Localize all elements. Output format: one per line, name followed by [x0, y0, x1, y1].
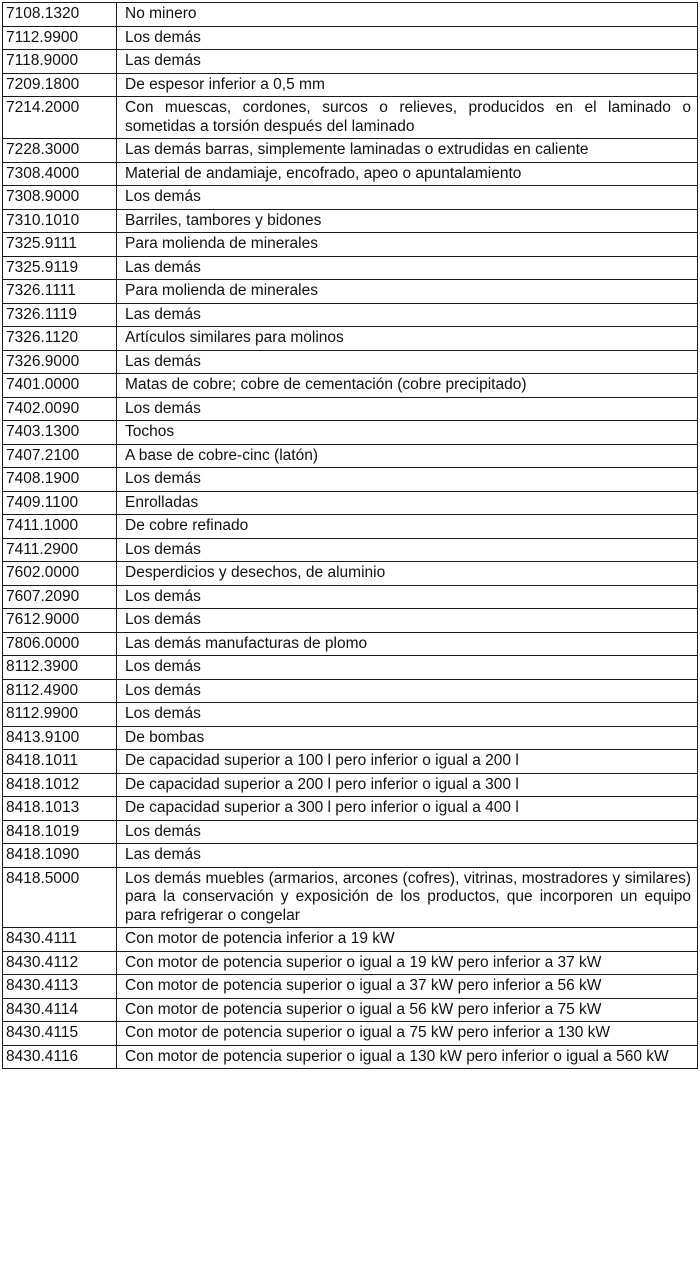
- tariff-code-cell: 8112.3900: [3, 656, 117, 680]
- table-row: [3, 374, 698, 398]
- tariff-code-cell: 8418.5000: [3, 867, 117, 928]
- table-row: [3, 585, 698, 609]
- tariff-code-cell: 8418.1090: [3, 844, 117, 868]
- table-row: [3, 679, 698, 703]
- description-cell: Los demás: [117, 585, 698, 609]
- tariff-code-cell: 7408.1900: [3, 468, 117, 492]
- tariff-code-cell: 7411.1000: [3, 515, 117, 539]
- table-row: [3, 750, 698, 774]
- tariff-code-cell: 8112.4900: [3, 679, 117, 703]
- table-row: [3, 350, 698, 374]
- table-row: [3, 280, 698, 304]
- tariff-code-cell: 7308.4000: [3, 162, 117, 186]
- description-cell: Los demás: [117, 703, 698, 727]
- description-cell: Desperdicios y desechos, de aluminio: [117, 562, 698, 586]
- tariff-code-cell: 7607.2090: [3, 585, 117, 609]
- description-cell: Con motor de potencia superior o igual a 37 kW pero inferior a 56 kW: [117, 975, 698, 999]
- description-cell: Con motor de potencia inferior a 19 kW: [117, 928, 698, 952]
- table-row: [3, 703, 698, 727]
- description-cell: Con motor de potencia superior o igual a 130 kW pero inferior o igual a 560 kW: [117, 1045, 698, 1069]
- description-cell: Enrolladas: [117, 491, 698, 515]
- description-cell: Los demás: [117, 609, 698, 633]
- table-row: [3, 515, 698, 539]
- tariff-code-cell: 7326.1119: [3, 303, 117, 327]
- table-row: [3, 468, 698, 492]
- tariff-code-cell: 8413.9100: [3, 726, 117, 750]
- description-cell: Con motor de potencia superior o igual a 19 kW pero inferior a 37 kW: [117, 951, 698, 975]
- table-row: [3, 1045, 698, 1069]
- description-cell: Los demás: [117, 186, 698, 210]
- table-row: [3, 998, 698, 1022]
- description-cell: Las demás manufacturas de plomo: [117, 632, 698, 656]
- tariff-code-cell: 7209.1800: [3, 73, 117, 97]
- table-row: [3, 421, 698, 445]
- table-row: [3, 797, 698, 821]
- tariff-code-cell: 8430.4115: [3, 1022, 117, 1046]
- table-row: [3, 397, 698, 421]
- description-cell: Los demás muebles (armarios, arcones (cofres), vitrinas, mostradores y similares) para la conservación y exposición de los productos, que incorporen un equipo para refrigerar o congelar: [117, 867, 698, 928]
- description-cell: Los demás: [117, 538, 698, 562]
- tariff-code-cell: 7214.2000: [3, 97, 117, 139]
- tariff-code-cell: 7403.1300: [3, 421, 117, 445]
- description-cell: Las demás barras, simplemente laminadas o extrudidas en caliente: [117, 139, 698, 163]
- description-cell: De espesor inferior a 0,5 mm: [117, 73, 698, 97]
- tariff-code-cell: 8430.4114: [3, 998, 117, 1022]
- tariff-code-cell: 7326.1120: [3, 327, 117, 351]
- tariff-code-cell: 8430.4116: [3, 1045, 117, 1069]
- tariff-code-cell: 7402.0090: [3, 397, 117, 421]
- tariff-code-cell: 8430.4112: [3, 951, 117, 975]
- description-cell: Las demás: [117, 350, 698, 374]
- description-cell: Los demás: [117, 397, 698, 421]
- description-cell: De bombas: [117, 726, 698, 750]
- tariff-code-cell: 8418.1019: [3, 820, 117, 844]
- tariff-code-cell: 7108.1320: [3, 3, 117, 27]
- tariff-table: [2, 2, 698, 1069]
- table-row: [3, 844, 698, 868]
- tariff-code-cell: 7310.1010: [3, 209, 117, 233]
- tariff-code-cell: 7325.9119: [3, 256, 117, 280]
- description-cell: Para molienda de minerales: [117, 233, 698, 257]
- table-row: [3, 73, 698, 97]
- table-row: [3, 97, 698, 139]
- tariff-code-cell: 7308.9000: [3, 186, 117, 210]
- table-row: [3, 951, 698, 975]
- description-cell: Con motor de potencia superior o igual a 75 kW pero inferior a 130 kW: [117, 1022, 698, 1046]
- table-row: [3, 656, 698, 680]
- tariff-code-cell: 7411.2900: [3, 538, 117, 562]
- description-cell: De capacidad superior a 300 l pero inferior o igual a 400 l: [117, 797, 698, 821]
- table-row: [3, 139, 698, 163]
- tariff-code-cell: 7409.1100: [3, 491, 117, 515]
- table-row: [3, 26, 698, 50]
- description-cell: Los demás: [117, 820, 698, 844]
- description-cell: Con motor de potencia superior o igual a 56 kW pero inferior a 75 kW: [117, 998, 698, 1022]
- tariff-table-body: [3, 3, 698, 1069]
- description-cell: Para molienda de minerales: [117, 280, 698, 304]
- description-cell: Las demás: [117, 844, 698, 868]
- table-row: [3, 3, 698, 27]
- description-cell: Con muescas, cordones, surcos o relieves, producidos en el laminado o sometidas a torsión después del laminado: [117, 97, 698, 139]
- description-cell: Los demás: [117, 679, 698, 703]
- tariff-code-cell: 7325.9111: [3, 233, 117, 257]
- description-cell: De cobre refinado: [117, 515, 698, 539]
- description-cell: Las demás: [117, 256, 698, 280]
- description-cell: De capacidad superior a 100 l pero inferior o igual a 200 l: [117, 750, 698, 774]
- table-row: [3, 209, 698, 233]
- description-cell: A base de cobre-cinc (latón): [117, 444, 698, 468]
- tariff-code-cell: 8418.1013: [3, 797, 117, 821]
- table-row: [3, 162, 698, 186]
- tariff-code-cell: 8418.1012: [3, 773, 117, 797]
- description-cell: Los demás: [117, 26, 698, 50]
- table-row: [3, 538, 698, 562]
- description-cell: Las demás: [117, 303, 698, 327]
- tariff-code-cell: 7602.0000: [3, 562, 117, 586]
- table-row: [3, 491, 698, 515]
- description-cell: Matas de cobre; cobre de cementación (cobre precipitado): [117, 374, 698, 398]
- table-row: [3, 975, 698, 999]
- tariff-code-cell: 7401.0000: [3, 374, 117, 398]
- table-row: [3, 928, 698, 952]
- tariff-code-cell: 7118.9000: [3, 50, 117, 74]
- description-cell: No minero: [117, 3, 698, 27]
- description-cell: Los demás: [117, 656, 698, 680]
- description-cell: Artículos similares para molinos: [117, 327, 698, 351]
- tariff-code-cell: 8430.4113: [3, 975, 117, 999]
- tariff-code-cell: 8418.1011: [3, 750, 117, 774]
- tariff-code-cell: 7407.2100: [3, 444, 117, 468]
- table-row: [3, 303, 698, 327]
- description-cell: Las demás: [117, 50, 698, 74]
- table-row: [3, 773, 698, 797]
- tariff-code-cell: 7228.3000: [3, 139, 117, 163]
- table-row: [3, 256, 698, 280]
- tariff-code-cell: 7326.1111: [3, 280, 117, 304]
- table-row: [3, 726, 698, 750]
- table-row: [3, 327, 698, 351]
- tariff-code-cell: 7326.9000: [3, 350, 117, 374]
- table-row: [3, 609, 698, 633]
- table-row: [3, 867, 698, 928]
- table-row: [3, 1022, 698, 1046]
- table-row: [3, 186, 698, 210]
- tariff-code-cell: 8112.9900: [3, 703, 117, 727]
- tariff-code-cell: 7806.0000: [3, 632, 117, 656]
- table-row: [3, 233, 698, 257]
- tariff-code-cell: 7112.9900: [3, 26, 117, 50]
- table-row: [3, 50, 698, 74]
- tariff-code-cell: 7612.9000: [3, 609, 117, 633]
- description-cell: Material de andamiaje, encofrado, apeo o apuntalamiento: [117, 162, 698, 186]
- table-row: [3, 632, 698, 656]
- table-row: [3, 444, 698, 468]
- description-cell: Tochos: [117, 421, 698, 445]
- description-cell: Barriles, tambores y bidones: [117, 209, 698, 233]
- tariff-document: [2, 2, 698, 1069]
- tariff-code-cell: 8430.4111: [3, 928, 117, 952]
- description-cell: Los demás: [117, 468, 698, 492]
- table-row: [3, 820, 698, 844]
- description-cell: De capacidad superior a 200 l pero inferior o igual a 300 l: [117, 773, 698, 797]
- table-row: [3, 562, 698, 586]
